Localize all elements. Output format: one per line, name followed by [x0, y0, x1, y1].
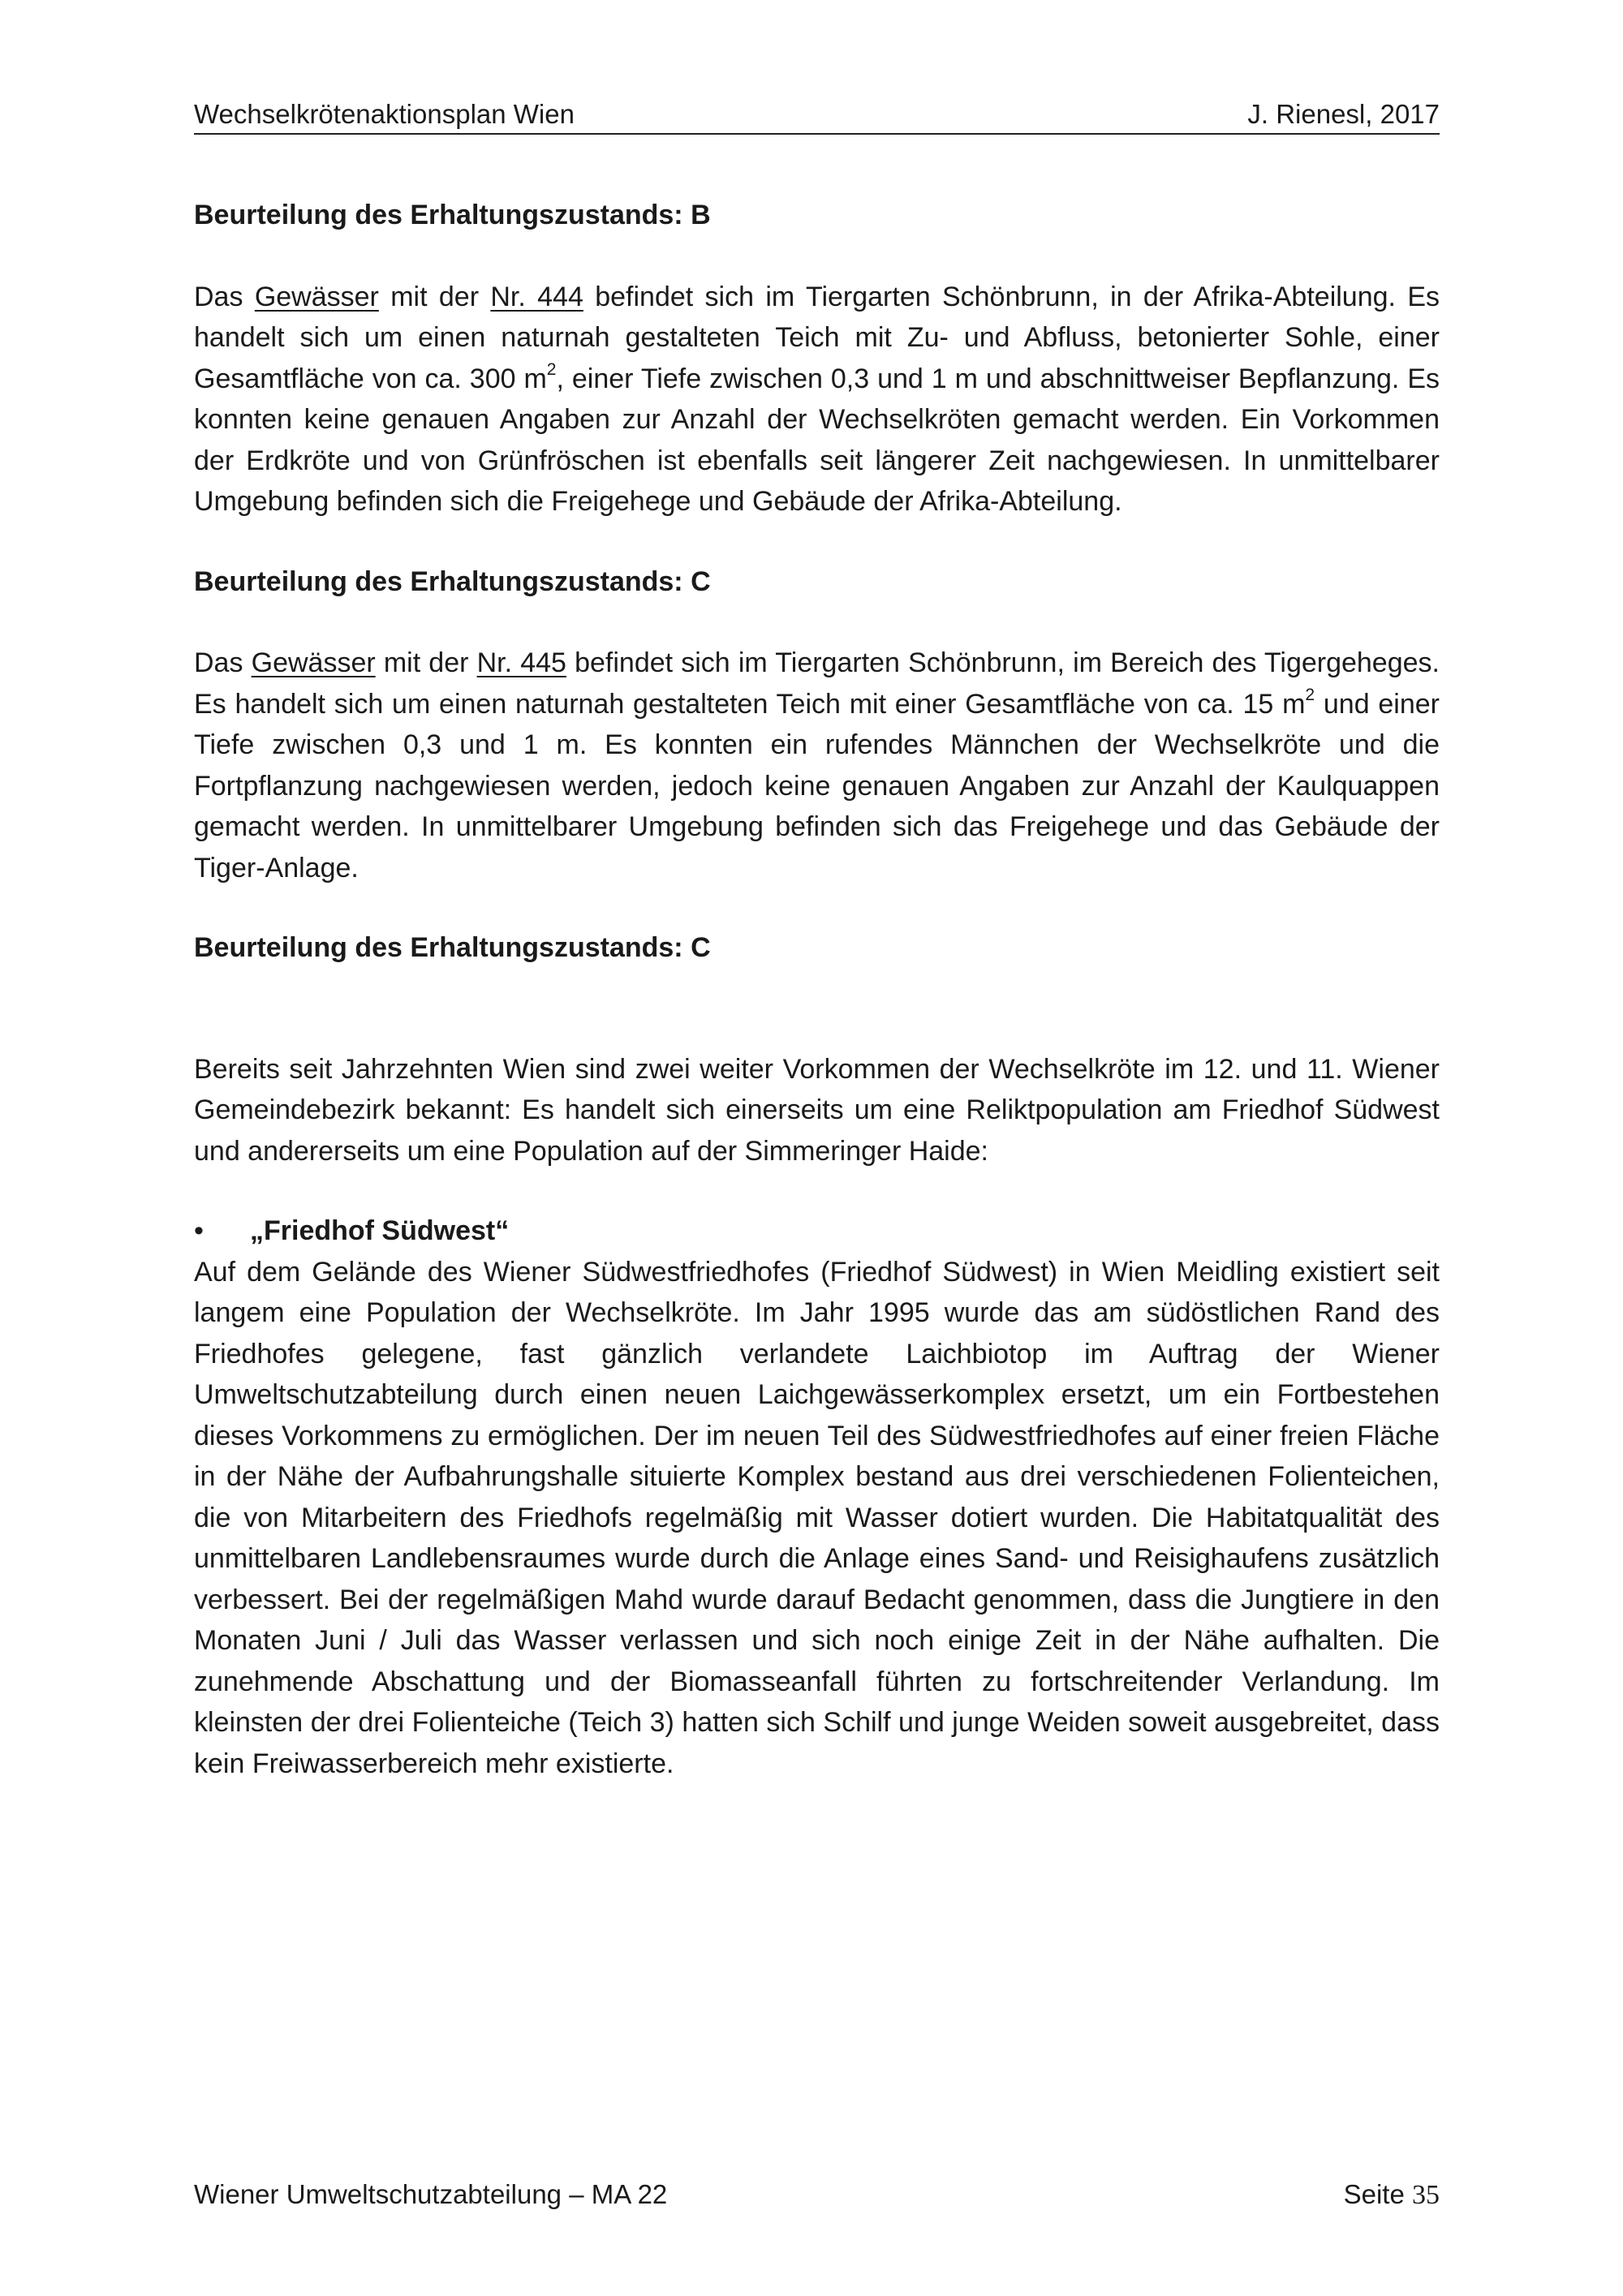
- page-footer: [194, 2174, 1440, 2215]
- superscript: 2: [1305, 686, 1315, 705]
- footer-organisation: Wiener Umweltschutzabteilung – MA 22: [194, 2179, 668, 2209]
- pond-number: Nr. 444: [490, 281, 583, 312]
- page-content: [194, 195, 1440, 1784]
- page-header: [194, 96, 1440, 135]
- footer-page-indicator: Seite 35: [1343, 2179, 1440, 2210]
- assessment-heading-c: Beurteilung des Erhaltungszustands: C: [194, 565, 711, 597]
- paragraph-pond-444: Das Gewässer mit der Nr. 444 befindet sich im Tiergarten Schönbrunn, in der Afrika-Abteilung. Es handelt sich um einen naturnah gestalteten Teich mit Zu- und Abfluss, betonierter Sohle, einer Gesamtfläche von ca. 300 $m^2$, einer Tiefe zwischen 0,3 und 1 m und abschnittweiser Bepflanzung. Es konnten keine genauen Angaben zur Anzahl der Wechselkröten gemacht werden. Ein Vorkommen der Erdkröte und von Grünfröschen ist ebenfalls seit längerer Zeit nachgewiesen. In unmittelbarer Umgebung befinden sich die Freigehege und Gebäude der Afrika-Abteilung.: [194, 281, 1440, 517]
- assessment-heading-c-2: Beurteilung des Erhaltungszustands: C: [194, 932, 711, 963]
- paragraph-intro-populations: Bereits seit Jahrzehnten Wien sind zwei weiter Vorkommen der Wechselkröte im 12. und 11. Wiener Gemeindebezirk bekannt: Es handelt sich einerseits um eine Reliktpopulation am Friedhof Südwest und andererseits um eine Population auf der Simmeringer Haide:: [194, 1053, 1440, 1167]
- bullet-icon: •: [194, 1215, 204, 1246]
- underlined-term: Gewässer: [254, 281, 379, 312]
- header-document-title: Wechselkrötenaktionsplan Wien: [194, 99, 575, 129]
- bullet-friedhof-suedwest: [194, 1210, 1440, 1252]
- bullet-title: „Friedhof Südwest“: [250, 1215, 510, 1246]
- paragraph-friedhof-suedwest: Auf dem Gelände des Wiener Südwestfriedhofes (Friedhof Südwest) in Wien Meidling existiert seit langem eine Population der Wechselkröte. Im Jahr 1995 wurde das am südöstlichen Rand des Friedhofes gelegene, fast gänzlich verlandete Laichbiotop im Auftrag der Wiener Umweltschutzabteilung durch einen neuen Laichgewässerkomplex ersetzt, um ein Fortbestehen dieses Vorkommens zu ermöglichen. Der im neuen Teil des Südwestfriedhofes auf einer freien Fläche in der Nähe der Aufbahrungshalle situierte Komplex bestand aus drei verschiedenen Folienteichen, die von Mitarbeitern des Friedhofs regelmäßig mit Wasser dotiert wurden. Die Habitatqualität des unmittelbaren Landlebensraumes wurde durch die Anlage eines Sand- und Reisighaufens zusätzlich verbessert. Bei der regelmäßigen Mahd wurde darauf Bedacht genommen, dass die Jungtiere in den Monaten Juni / Juli das Wasser verlassen und sich noch einige Zeit in der Nähe aufhalten. Die zunehmende Abschattung und der Biomasseanfall führten zu fortschreitender Verlandung. Im kleinsten der drei Folienteiche (Teich 3) hatten sich Schilf und junge Weiden soweit ausgebreitet, dass kein Freiwasserbereich mehr existierte.: [194, 1256, 1440, 1779]
- assessment-heading-b: Beurteilung des Erhaltungszustands: B: [194, 200, 711, 230]
- paragraph-pond-445: Das Gewässer mit der Nr. 445 befindet sich im Tiergarten Schönbrunn, im Bereich des Tigergeheges. Es handelt sich um einen naturnah gestalteten Teich mit einer Gesamtfläche von ca. 15 $m^2$ und einer Tiefe zwischen 0,3 und 1 m. Es konnten ein rufendes Männchen der Wechselkröte und die Fortpflanzung nachgewiesen werden, jedoch keine genauen Angaben zur Anzahl der Kaulquappen gemacht werden. In unmittelbarer Umgebung befinden sich das Freigehege und das Gebäude der Tiger-Anlage.: [194, 647, 1440, 884]
- superscript: 2: [546, 360, 557, 380]
- underlined-term: Gewässer: [251, 647, 376, 678]
- pond-number: Nr. 445: [476, 647, 566, 678]
- page-number: 35: [1412, 2180, 1440, 2210]
- header-author-year: J. Rienesl, 2017: [1247, 99, 1440, 129]
